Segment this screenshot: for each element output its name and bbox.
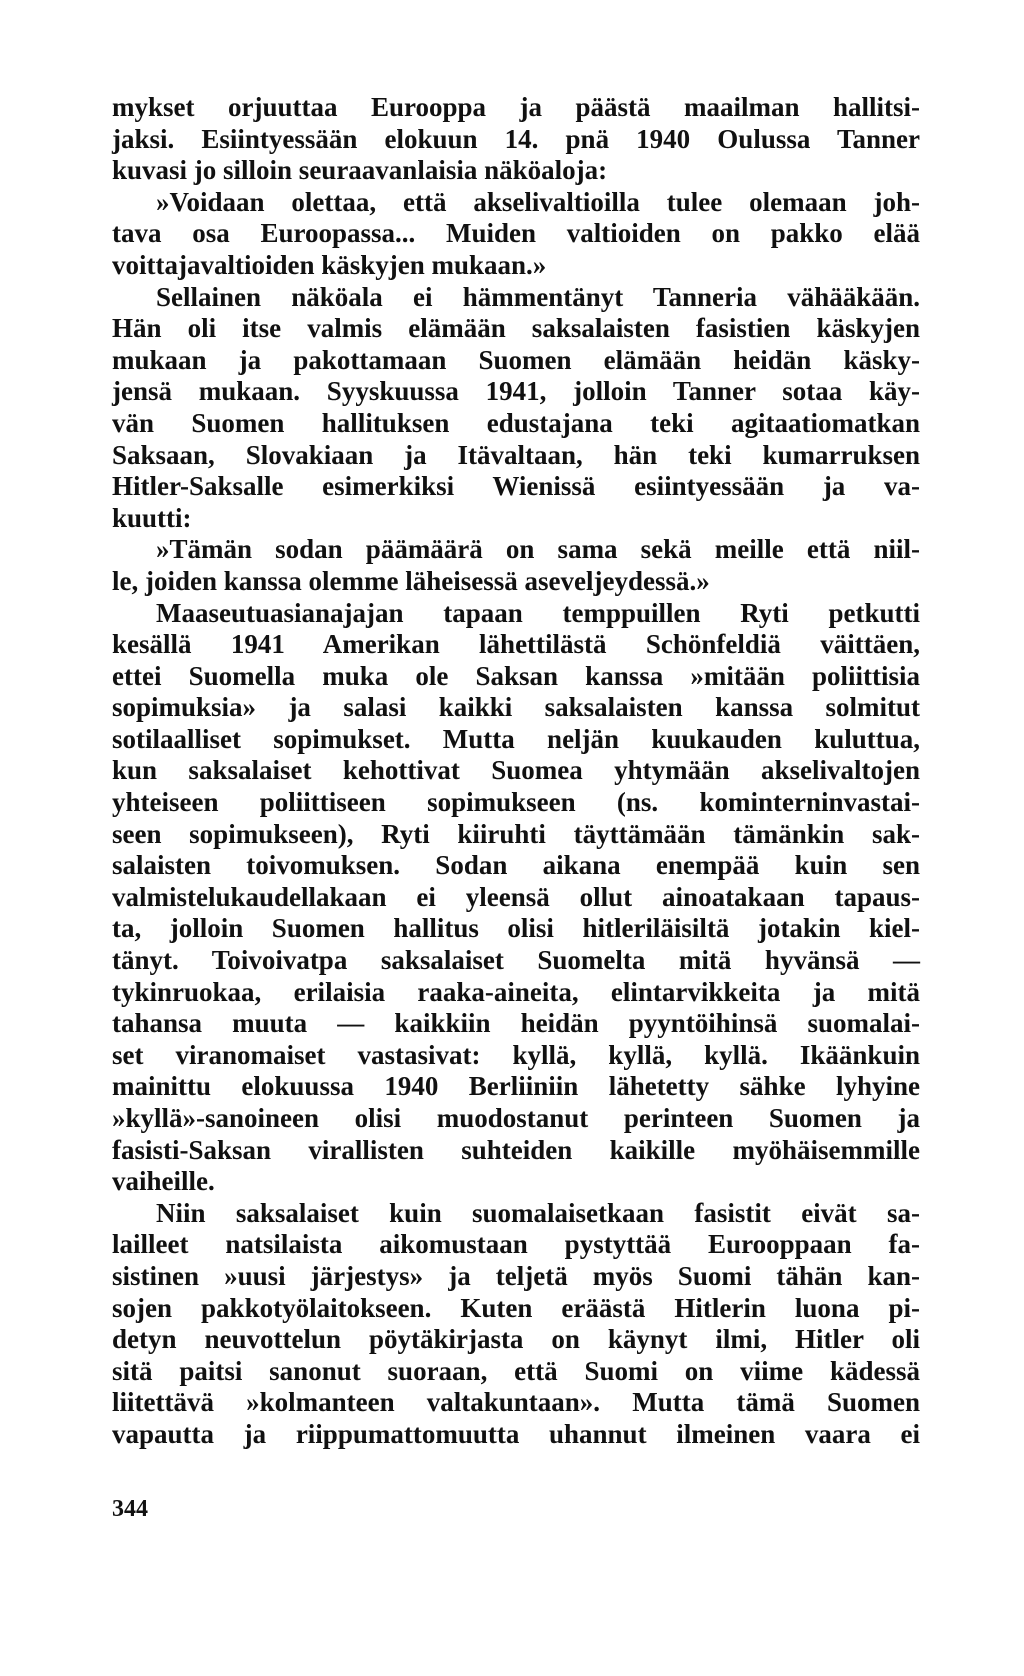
text-line: sojen pakkotyölaitokseen. Kuten eräästä Hitlerin luona pi- <box>112 1292 920 1323</box>
text-line: set viranomaiset vastasivat: kyllä, kyllä, kyllä. Ikäänkuin <box>112 1039 920 1070</box>
text-line: liitettävä »kolmanteen valtakuntaan». Mutta tämä Suomen <box>112 1387 920 1418</box>
text-line: lailleet natsilaista aikomustaan pystyttää Eurooppaan fa- <box>112 1229 920 1260</box>
text-line: vapautta ja riippumattomuutta uhannut ilmeinen vaara ei <box>112 1418 920 1449</box>
text-line: Hitler-Saksalle esimerkiksi Wienissä esiintyessään ja va- <box>112 471 920 502</box>
text-line: le, joiden kanssa olemme läheisessä aseveljeydessä.» <box>112 565 710 596</box>
text-line: mainittu elokuussa 1940 Berliiniin lähetetty sähke lyhyine <box>112 1071 920 1102</box>
text-line: »kyllä»-sanoineen olisi muodostanut perinteen Suomen ja <box>112 1103 920 1133</box>
page-number: 344 <box>112 1496 148 1522</box>
text-line: kesällä 1941 Amerikan lähettilästä Schönfeldiä väittäen, <box>112 629 920 660</box>
text-line: kuvasi jo silloin seuraavanlaisia näköaloja: <box>112 155 608 186</box>
text-line: sitä paitsi sanonut suoraan, että Suomi on viime kädessä <box>112 1355 920 1386</box>
text-line: Maaseutuasianajajan tapaan temppuillen Ryti petkutti <box>156 597 920 628</box>
text-line: »Tämän sodan päämäärä on sama sekä meille että niil- <box>156 534 920 565</box>
text-line: voittajavaltioiden käskyjen mukaan.» <box>112 249 547 280</box>
text-line: Hän oli itse valmis elämään saksalaisten fasistien käskyjen <box>112 313 920 344</box>
text-line: Sellainen näköala ei hämmentänyt Tanneria vähääkään. <box>156 281 920 312</box>
text-line: Niin saksalaiset kuin suomalaisetkaan fasistit eivät sa- <box>156 1197 920 1228</box>
text-line: valmistelukaudellakaan ei yleensä ollut ainoatakaan tapaus- <box>112 881 920 912</box>
text-line: kun saksalaiset kehottivat Suomea yhtymään akselivaltojen <box>112 755 920 786</box>
text-line: Saksaan, Slovakiaan ja Itävaltaan, hän teki kumarruksen <box>112 439 920 470</box>
text-line: sistinen »uusi järjestys» ja teljetä myös Suomi tähän kan- <box>112 1260 920 1291</box>
body-text <box>112 92 920 1451</box>
text-line: tänyt. Toivoivatpa saksalaiset Suomelta mitä hyvänsä — <box>112 945 920 976</box>
text-line: ta, jolloin Suomen hallitus olisi hitleriläisiltä jotakin kiel- <box>112 913 920 944</box>
text-line: fasisti-Saksan virallisten suhteiden kaikille myöhäisemmille <box>112 1134 920 1165</box>
text-line: mykset orjuuttaa Eurooppa ja päästä maailman hallitsi- <box>112 92 920 122</box>
text-line: vaiheille. <box>112 1166 215 1197</box>
text-line: mukaan ja pakottamaan Suomen elämään heidän käsky- <box>112 344 920 375</box>
text-line: jaksi. Esiintyessään elokuun 14. pnä 1940 Oulussa Tanner <box>112 123 920 154</box>
text-line: ettei Suomella muka ole Saksan kanssa »mitään poliittisia <box>112 660 920 691</box>
text-line: seen sopimukseen), Ryti kiiruhti täyttämään tämänkin sak- <box>112 818 920 849</box>
text-line: detyn neuvottelun pöytäkirjasta on käynyt ilmi, Hitler oli <box>112 1324 920 1355</box>
text-line: tahansa muuta — kaikkiin heidän pyyntöihinsä suomalai- <box>112 1008 920 1039</box>
text-line: yhteiseen poliittiseen sopimukseen (ns. kominterninvastai- <box>112 787 920 818</box>
text-line: jensä mukaan. Syyskuussa 1941, jolloin Tanner sotaa käy- <box>112 376 920 407</box>
text-line: kuutti: <box>112 502 192 533</box>
text-line: tykinruokaa, erilaisia raaka-aineita, elintarvikkeita ja mitä <box>112 976 920 1007</box>
text-line: salaisten toivomuksen. Sodan aikana enempää kuin sen <box>112 850 920 881</box>
text-line: vän Suomen hallituksen edustajana teki agitaatiomatkan <box>112 407 920 438</box>
text-line: tava osa Euroopassa... Muiden valtioiden on pakko elää <box>112 218 920 249</box>
text-line: sopimuksia» ja salasi kaikki saksalaisten kanssa solmitut <box>112 692 920 723</box>
text-line: »Voidaan olettaa, että akselivaltioilla tulee olemaan joh- <box>156 186 920 217</box>
text-line: sotilaalliset sopimukset. Mutta neljän kuukauden kuluttua, <box>112 723 920 754</box>
